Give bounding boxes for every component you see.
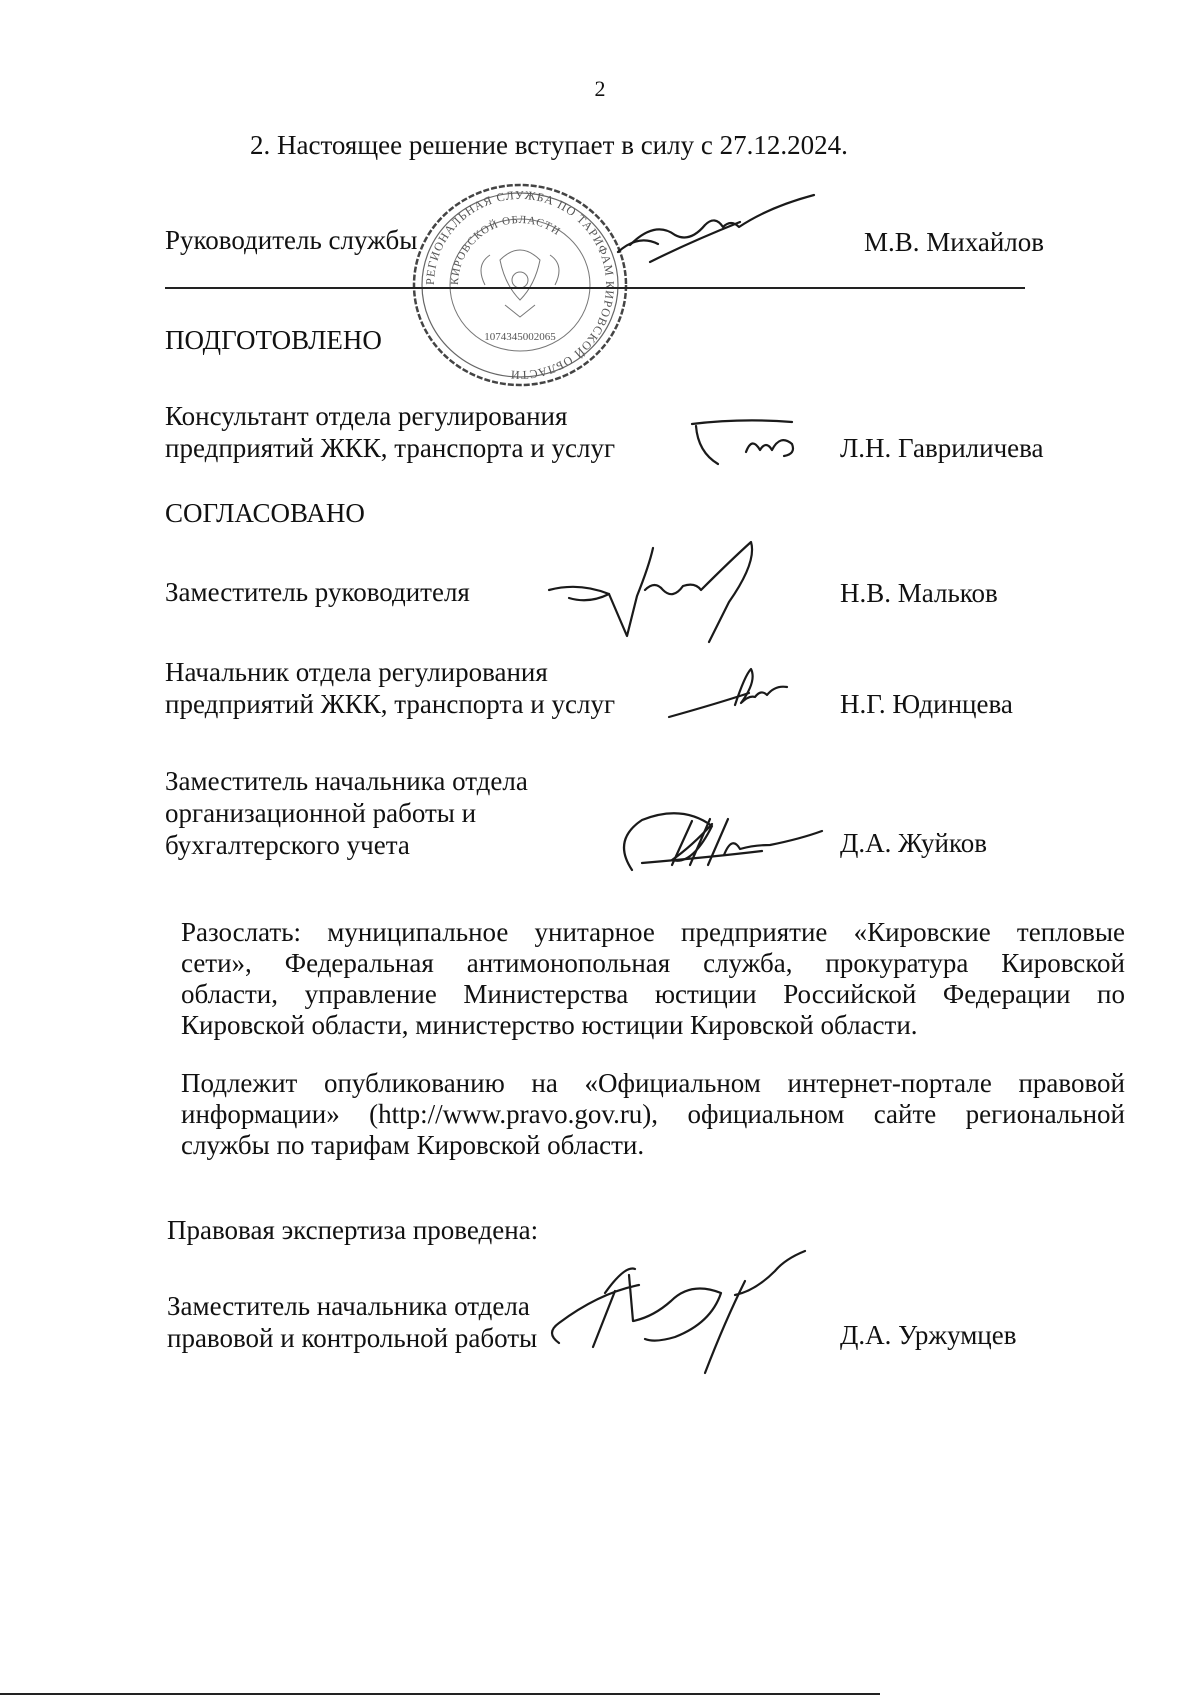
publication-line-1: Подлежит опубликованию на «Официальном интернет-портале правовой — [181, 1068, 1125, 1098]
signer-2-name: Н.Г. Юдинцева — [840, 689, 1013, 719]
signature-divider — [165, 287, 1025, 289]
clause-2: 2. Настоящее решение вступает в силу с 27.12.2024. — [250, 130, 848, 160]
agreed-heading: СОГЛАСОВАНО — [165, 498, 365, 528]
prepared-name: Л.Н. Гавриличева — [840, 433, 1044, 463]
signer-2-title-line-2: предприятий ЖКК, транспорта и услуг — [165, 689, 616, 719]
signature-yudintseva — [665, 665, 795, 725]
legal-review-name: Д.А. Уржумцев — [840, 1320, 1017, 1350]
signature-mikhailov — [610, 190, 820, 280]
signature-zhuikov — [612, 805, 827, 880]
legal-review-heading: Правовая экспертиза проведена: — [167, 1215, 539, 1245]
signature-urzhumtsev — [545, 1245, 815, 1380]
distribution-line-1: Разослать: муниципальное унитарное предприятие «Кировские тепловые — [181, 917, 1125, 947]
official-stamp — [405, 180, 635, 390]
signer-3-name: Д.А. Жуйков — [840, 828, 987, 858]
stamp-outer-text: РЕГИОНАЛЬНАЯ СЛУЖБА ПО ТАРИФАМ КИРОВСКОЙ ОБЛАСТИ — [422, 187, 618, 383]
stamp-number: 1074345002065 — [484, 331, 556, 343]
distribution-line-3: области, управление Министерства юстиции Российской Федерации по — [181, 979, 1125, 1009]
legal-review-title-line-2: правовой и контрольной работы — [167, 1323, 538, 1353]
signer-3-title-line-1: Заместитель начальника отдела — [165, 766, 528, 796]
prepared-heading: ПОДГОТОВЛЕНО — [165, 325, 382, 355]
signer-1-name: Н.В. Мальков — [840, 578, 998, 608]
signer-2-title-line-1: Начальник отдела регулирования — [165, 657, 548, 687]
head-name: М.В. Михайлов — [864, 227, 1045, 257]
distribution-line-4: Кировской области, министерство юстиции Кировской области. — [181, 1010, 918, 1040]
signer-3-title-line-2: организационной работы и — [165, 798, 477, 828]
svg-text:КИРОВСКОЙ ОБЛАСТИ — [449, 214, 563, 285]
page-bottom-rule — [0, 1693, 880, 1695]
signer-1-title: Заместитель руководителя — [165, 577, 470, 607]
publication-line-2: информации» (http://www.pravo.gov.ru), официальном сайте региональной — [181, 1099, 1125, 1129]
signature-gavrilicheva — [688, 412, 808, 472]
page-number: 2 — [594, 76, 606, 101]
head-title: Руководитель службы — [165, 225, 418, 255]
prepared-title-line-2: предприятий ЖКК, транспорта и услуг — [165, 433, 616, 463]
publication-line-3: службы по тарифам Кировской области. — [181, 1130, 645, 1160]
stamp-inner-text: КИРОВСКОЙ ОБЛАСТИ — [448, 213, 563, 286]
prepared-title-line-1: Консультант отдела регулирования — [165, 401, 568, 431]
legal-review-title-line-1: Заместитель начальника отдела — [167, 1291, 530, 1321]
signer-3-title-line-3: бухгалтерского учета — [165, 830, 410, 860]
signature-malkov — [545, 540, 785, 645]
distribution-line-2: сети», Федеральная антимонопольная служба, прокуратура Кировской — [181, 948, 1125, 978]
coat-of-arms-icon — [481, 250, 559, 317]
